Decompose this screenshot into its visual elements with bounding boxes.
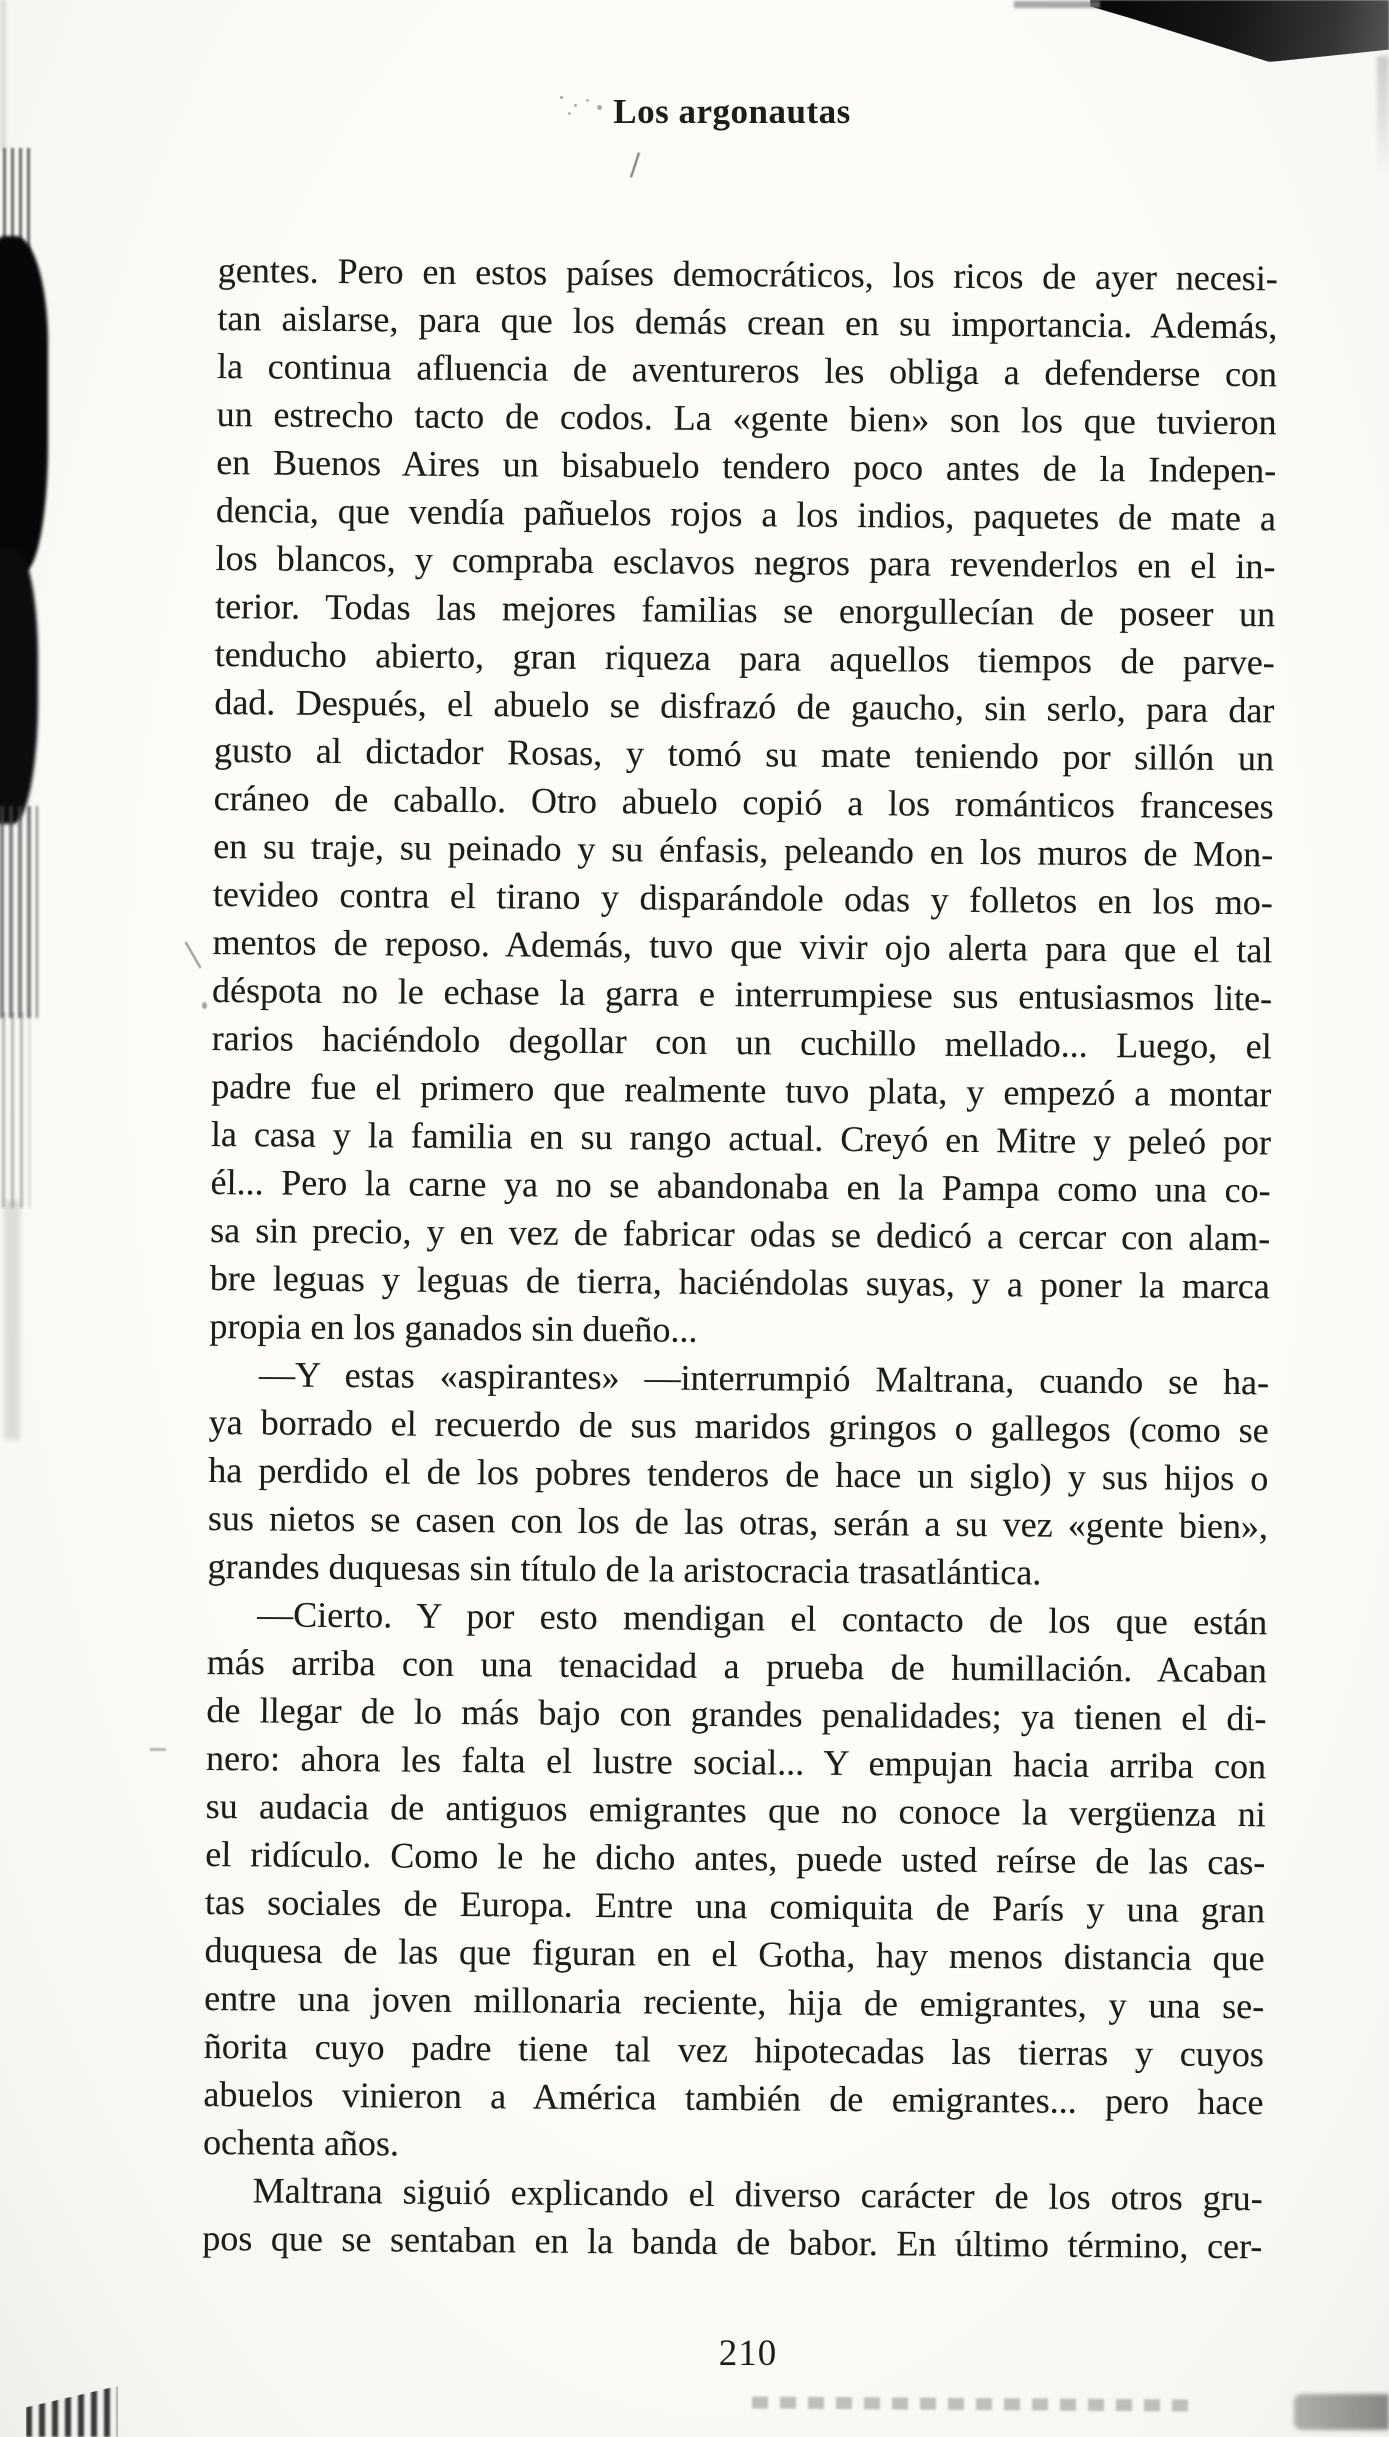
text-line: ha perdido el de los pobres tenderos de hace un siglo) y sus hijos o (208, 1449, 1269, 1499)
scan-artifact-backslash-mark (185, 942, 202, 969)
text-line: Maltrana siguió explicando el diverso carácter de los otros gru- (252, 2170, 1263, 2219)
page-number: 210 (718, 2333, 778, 2374)
text-line: dad. Después, el abuelo se disfrazó de gaucho, sin serlo, para dar (214, 681, 1275, 731)
text-line: en Buenos Aires un bisabuelo tendero poco antes de la Indepen- (216, 441, 1277, 491)
scan-artifact-left-blot-2 (0, 548, 38, 824)
text-line: dencia, que vendía pañuelos rojos a los indios, paquetes de mate a (215, 489, 1277, 539)
text-line: ochenta años. (202, 2121, 400, 2164)
text-line: ya borrado el recuerdo de sus maridos gringos o gallegos (como se (208, 1401, 1269, 1451)
text-line: padre fue el primero que realmente tuvo plata, y empezó a montar (211, 1065, 1272, 1115)
text-line: gusto al dictador Rosas, y tomó su mate teniendo por sillón un (213, 729, 1275, 779)
scan-artifact-left-edge (0, 0, 6, 150)
scan-artifact-right-edge-shade (1377, 56, 1389, 176)
text-line: mentos de reposo. Además, tuvo que vivir ojo alerta para que el tal (212, 921, 1273, 971)
text-line: ñorita cuyo padre tiene tal vez hipotecadas las tierras y cuyos (203, 2025, 1264, 2075)
page-text (202, 246, 1278, 2270)
text-line: —Y estas «aspirantes» —interrumpió Maltrana, cuando se ha- (258, 1354, 1270, 1403)
text-line: duquesa de las que figuran en el Gotha, hay menos distancia que (204, 1929, 1265, 1979)
scan-artifact-dot-mark (202, 1002, 207, 1009)
text-line: nero: ahora les falta el lustre social... Y empujan hacia arriba con (205, 1737, 1267, 1787)
scan-artifact-bottom-right-smudge (1294, 2394, 1389, 2430)
text-line: sus nietos se casen con los de las otras, serán a su vez «gente bien», (207, 1497, 1269, 1547)
text-line: gentes. Pero en estos países democráticos, los ricos de ayer necesi- (217, 249, 1278, 299)
text-line: pos que se sentaban en la banda de babor. En último término, cer- (202, 2217, 1263, 2267)
scan-artifact-left-streaks-low (2, 1012, 30, 1208)
text-line: los blancos, y compraba esclavos negros para revenderlos en el in- (215, 537, 1276, 587)
text-line: en su traje, su peinado y su énfasis, peleando en los muros de Mon- (213, 825, 1274, 875)
text-line: más arriba con una tenacidad a prueba de humillación. Acaban (206, 1641, 1268, 1691)
text-line: déspota no le echase la garra e interrumpiese sus entusiasmos lite- (211, 969, 1273, 1019)
text-line: abuelos vinieron a América también de emigrantes... pero hace (203, 2073, 1264, 2123)
scan-artifact-bottom-left-marks (26, 2386, 118, 2437)
scan-artifact-left-streaks-mid (0, 806, 38, 1018)
scan-artifact-corner-tail (1014, 1, 1100, 8)
scan-artifact-margin-dash (150, 1748, 166, 1751)
text-line: tenducho abierto, gran riqueza para aquellos tiempos de parve- (214, 633, 1275, 683)
text-line: la casa y la familia en su rango actual. Creyó en Mitre y peleó por (210, 1113, 1272, 1163)
scan-artifact-left-blot-1 (0, 236, 48, 572)
text-line: el ridículo. Como le he dicho antes, puede usted reírse de las cas- (205, 1833, 1266, 1883)
text-line: grandes duquesas sin título de la aristocracia trasatlántica. (207, 1545, 1042, 1593)
text-line: su audacia de antiguos emigrantes que no conoce la vergüenza ni (205, 1785, 1266, 1835)
text-line: —Cierto. Y por esto mendigan el contacto de los que están (257, 1594, 1268, 1643)
text-line: de llegar de lo más bajo con grandes penalidades; ya tienen el di- (206, 1689, 1267, 1739)
text-line: sa sin precio, y en vez de fabricar odas se dedicó a cercar con alam- (210, 1209, 1271, 1259)
scan-artifact-slash-mark (630, 152, 640, 177)
text-line: entre una joven millonaria reciente, hija de emigrantes, y una se- (204, 1977, 1265, 2027)
running-header: Los argonautas (613, 92, 851, 131)
text-line: propia en los ganados sin dueño... (209, 1305, 698, 1350)
text-line: terior. Todas las mejores familias se enorgullecían de poseer un (215, 585, 1276, 635)
scan-artifact-corner-wedge (1090, 0, 1389, 62)
text-line: tevideo contra el tirano y disparándole odas y folletos en los mo- (212, 873, 1274, 923)
scan-artifact-left-streaks-faint (4, 1200, 20, 1440)
text-line: tas sociales de Europa. Entre una comiquita de París y una gran (204, 1881, 1266, 1931)
text-line: tan aislarse, para que los demás crean en su importancia. Además, (217, 297, 1278, 347)
text-line: él... Pero la carne ya no se abandonaba en la Pampa como una co- (210, 1161, 1271, 1211)
scan-artifact-bottom-dashes (752, 2396, 1188, 2411)
text-line: bre leguas y leguas de tierra, haciéndolas suyas, y a poner la marca (209, 1257, 1271, 1307)
text-line: la continua afluencia de aventureros les obliga a defenderse con (216, 345, 1278, 395)
text-line: cráneo de caballo. Otro abuelo copió a los románticos franceses (213, 777, 1274, 827)
text-line: un estrecho tacto de codos. La «gente bien» son los que tuvieron (216, 393, 1277, 443)
text-line: rarios haciéndolo degollar con un cuchillo mellado... Luego, el (211, 1017, 1272, 1067)
